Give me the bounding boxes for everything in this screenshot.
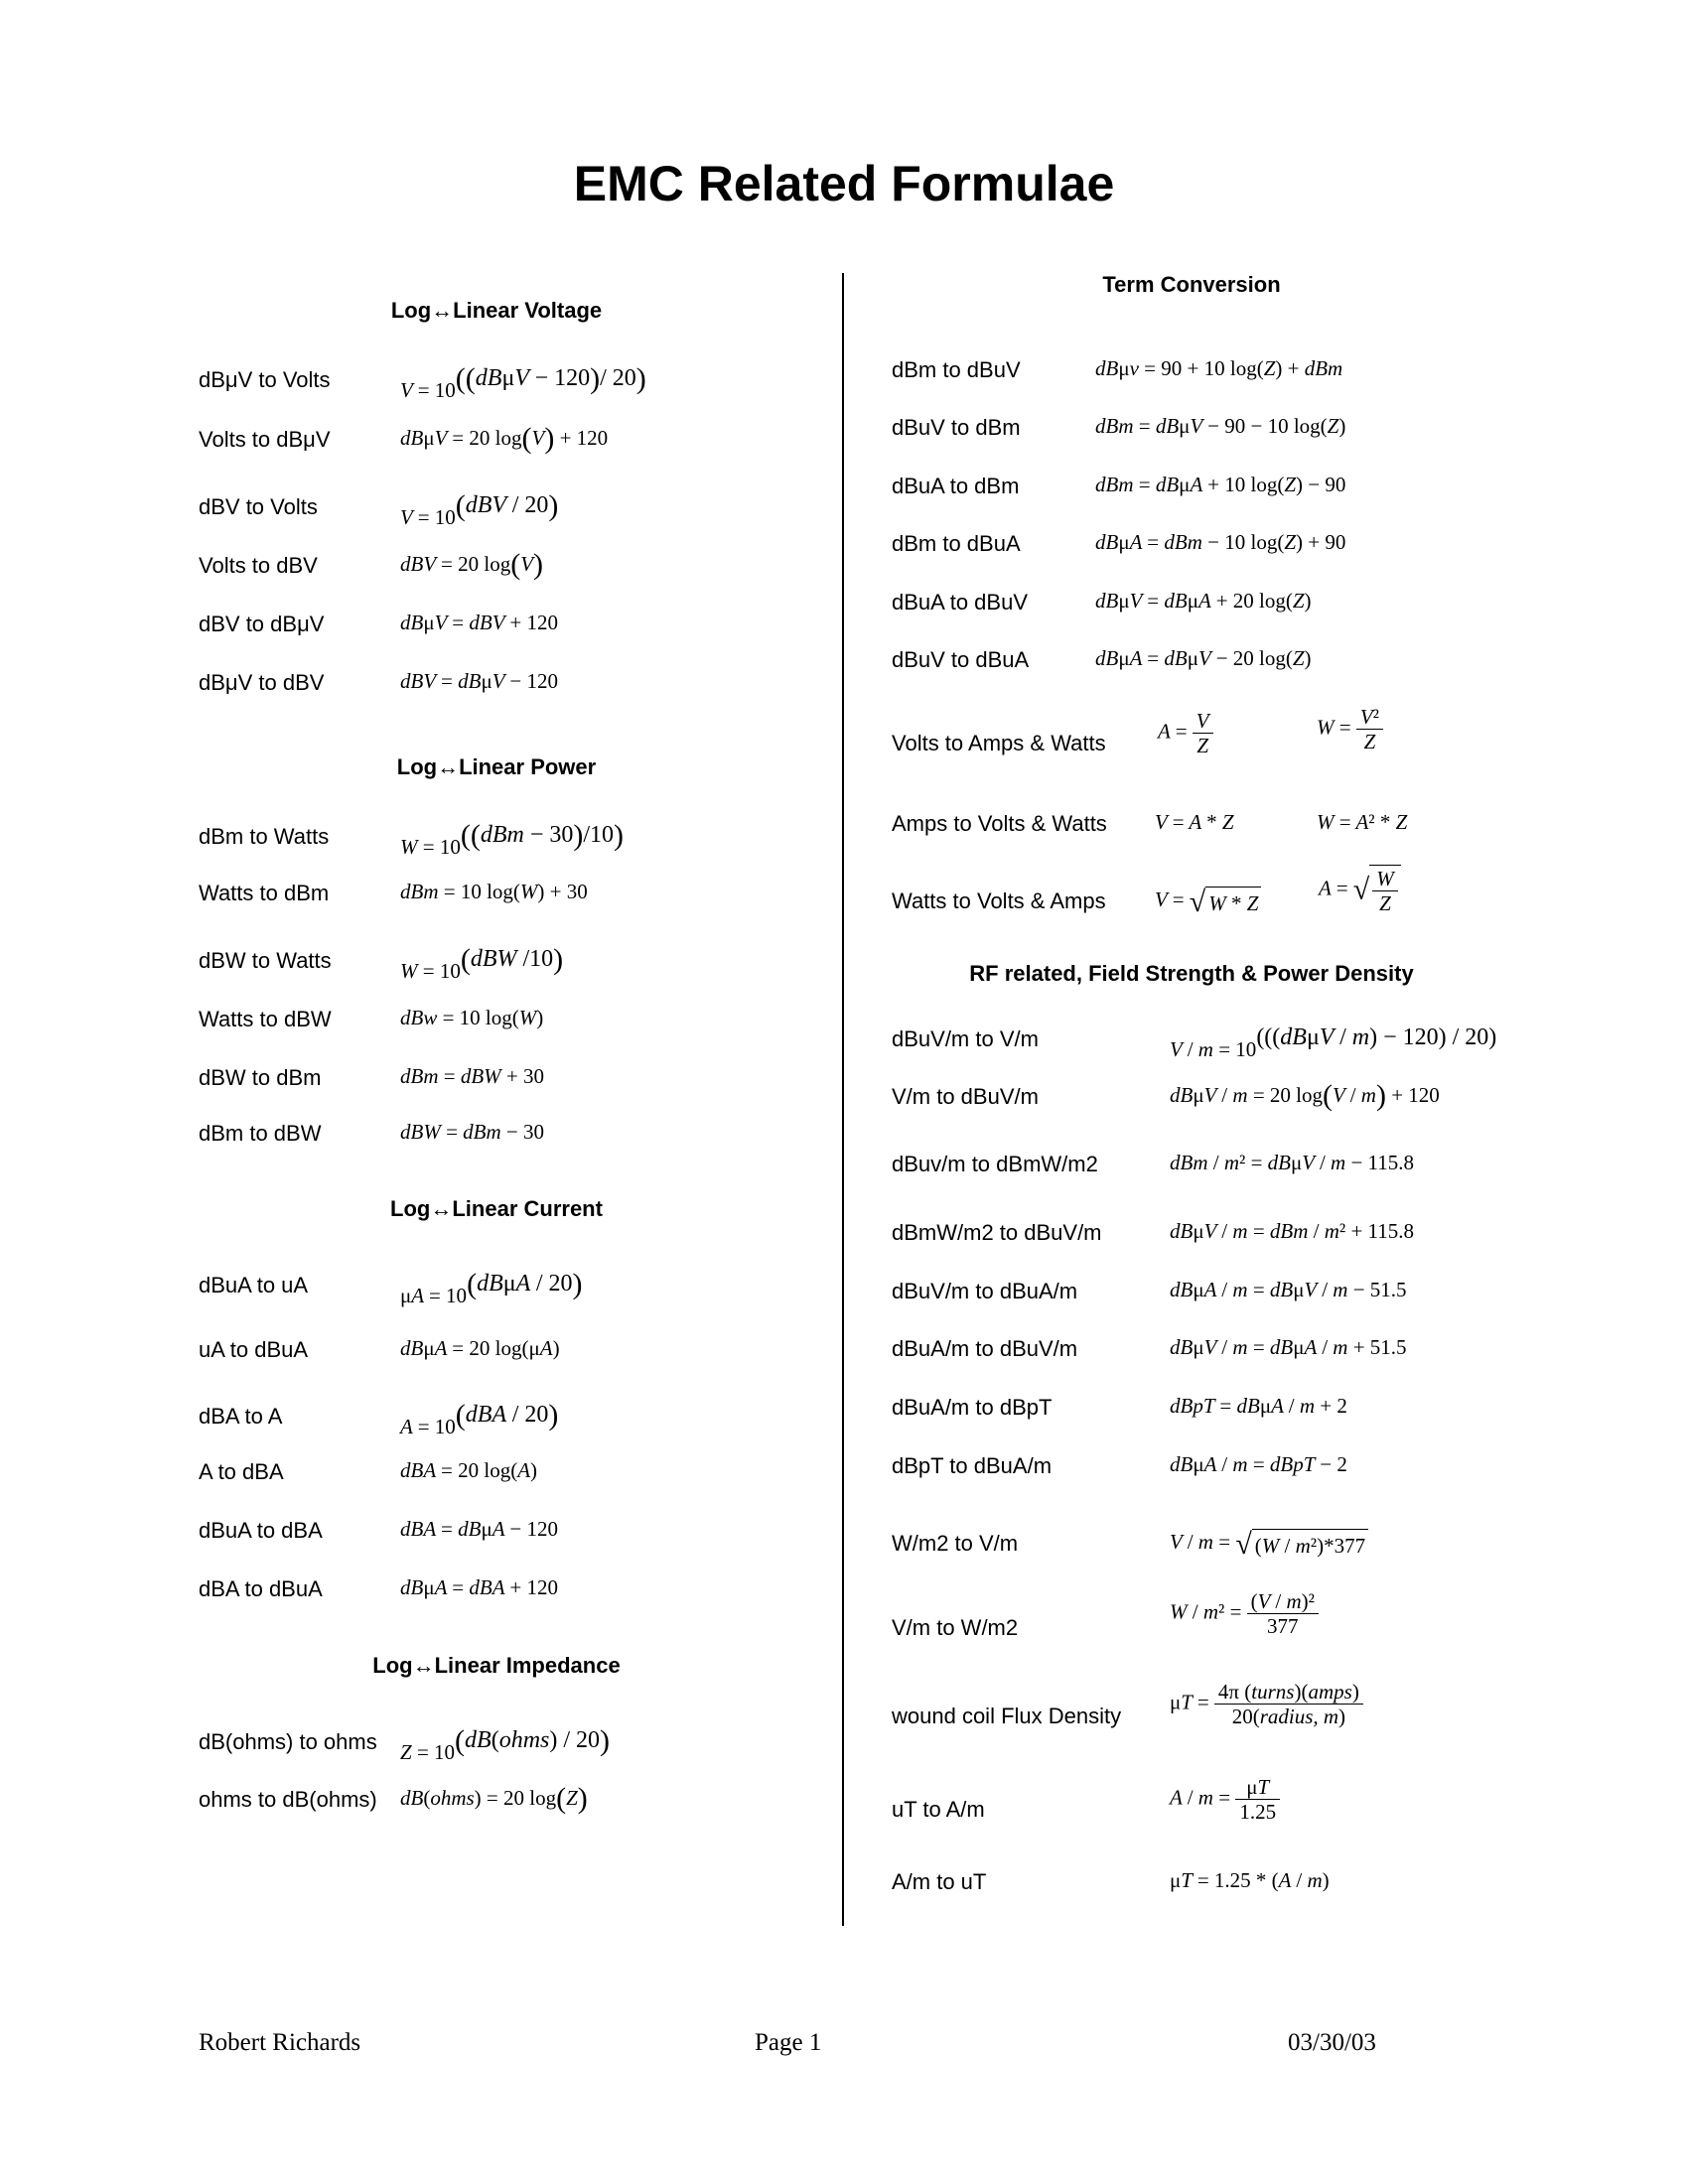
formula: μT = $\frac{\text{4π (turns)(amps)}}{\text{20(radius, m)}}$ (1170, 1680, 1363, 1728)
formula-label: dBA to dBuA (199, 1576, 323, 1601)
formula: W = A² * Z (1317, 810, 1408, 834)
formula: dBm = dBW + 30 (400, 1064, 545, 1088)
footer-author: Robert Richards (199, 2029, 361, 2056)
formula: dBW = dBm − 30 (400, 1120, 545, 1144)
formula-label: dBW to Watts (199, 948, 332, 973)
formula: W / m² = $\frac{\text{(V / m)²}}{377}$ (1170, 1589, 1319, 1638)
formula: dBμV = dBμA + 20 log(Z) (1095, 589, 1312, 613)
formula: dBV = dBμV − 120 (400, 669, 559, 693)
formula: dBμA / m = dBpT − 2 (1170, 1452, 1347, 1476)
formula-label: dBA to A (199, 1404, 283, 1429)
formula-label: dBm to Watts (199, 824, 330, 849)
formula-label: Volts to Amps & Watts (892, 731, 1106, 755)
formula: dBμA / m = dBμV / m − 51.5 (1170, 1278, 1407, 1301)
formula: dBpT = dBμA / m + 2 (1170, 1394, 1347, 1418)
formula-label: dBpT to dBuA/m (892, 1453, 1053, 1478)
formula: dBμV = dBV + 120 (400, 611, 559, 634)
formula-label: dB(ohms) to ohms (199, 1729, 377, 1754)
formula-label: uA to dBuA (199, 1337, 309, 1362)
formula-label: dBuA/m to dBpT (892, 1395, 1053, 1420)
formula: dBμV / m = 20 log(V / m) + 120 (1170, 1079, 1440, 1112)
formula: dBA = dBμA − 120 (400, 1517, 559, 1541)
section-heading-impedance: Log↔Linear Impedance (372, 1653, 621, 1678)
formula: dBm = dBμA + 10 log(Z) − 90 (1095, 473, 1346, 496)
formula: dBV = 20 log(V) (400, 548, 544, 581)
formula: A = $\frac{V}{Z}$ (1158, 709, 1213, 757)
formula-label: ohms to dB(ohms) (199, 1787, 377, 1812)
formula: $W = 10^{((dBm - 30)/10)}$ (400, 819, 625, 859)
formula-label: dBuA/m to dBuV/m (892, 1336, 1078, 1361)
formula-label: dBuV to dBuA (892, 647, 1030, 672)
formula-label: dBuA to dBuV (892, 590, 1028, 614)
section-heading-current: Log↔Linear Current (390, 1196, 603, 1221)
formula-label: Watts to dBW (199, 1007, 332, 1031)
column-divider (842, 273, 844, 1926)
formula-label: dBm to dBuV (892, 357, 1021, 382)
formula-label: Volts to dBμV (199, 427, 331, 452)
footer-date: 03/30/03 (1288, 2029, 1376, 2056)
formula: dBμV / m = dBm / m² + 115.8 (1170, 1219, 1415, 1243)
formula: $A = 10^{(dBA / 20)}$ (400, 1399, 559, 1438)
formula: A = √ $\frac{W}{Z}$ (1319, 865, 1401, 915)
page-title: EMC Related Formulae (573, 156, 1115, 211)
formula-label: dBV to dBμV (199, 612, 325, 636)
formula-label: dBmW/m2 to dBuV/m (892, 1220, 1102, 1245)
formula-label: V/m to dBuV/m (892, 1084, 1039, 1109)
formula-label: A to dBA (199, 1459, 284, 1484)
footer-page-number: Page 1 (755, 2029, 822, 2056)
formula-label: dBuv/m to dBmW/m2 (892, 1152, 1098, 1176)
formula-label: dBm to dBW (199, 1121, 322, 1146)
formula: A / m = $\frac{\mu T}{1.25}$ (1170, 1775, 1280, 1824)
formula-label: Amps to Volts & Watts (892, 811, 1107, 836)
formula-label: Watts to dBm (199, 881, 330, 905)
formula-label: dBμV to Volts (199, 367, 331, 392)
formula: dBm = 10 log(W) + 30 (400, 880, 588, 903)
section-heading-term-conversion: Term Conversion (1102, 272, 1281, 297)
formula-label: wound coil Flux Density (892, 1704, 1122, 1728)
formula: V = √ W * Z (1155, 885, 1261, 918)
formula-label: dBV to Volts (199, 494, 318, 519)
formula-label: dBuV/m to V/m (892, 1026, 1039, 1051)
formula-label: Volts to dBV (199, 553, 318, 578)
formula: V / m = √ (W / m²)*377 (1170, 1527, 1368, 1561)
formula: dBμA = 20 log(μA) (400, 1336, 560, 1360)
formula-label: A/m to uT (892, 1869, 987, 1894)
formula: dBm / m² = dBμV / m − 115.8 (1170, 1151, 1415, 1174)
formula: dBμA = dBμV − 20 log(Z) (1095, 646, 1312, 670)
formula-label: dBm to dBuA (892, 531, 1021, 556)
formula: dB(ohms) = 20 log(Z) (400, 1782, 588, 1815)
formula-label: uT to A/m (892, 1797, 985, 1822)
formula: $\mu A = 10^{(dB\mu A / 20)}$ (400, 1268, 583, 1307)
formula: dBμV / m = dBμA / m + 51.5 (1170, 1335, 1407, 1359)
formula: μT = 1.25 * (A / m) (1170, 1868, 1330, 1892)
formula: dBA = 20 log(A) (400, 1458, 538, 1482)
formula: $V = 10^{(dBV / 20)}$ (400, 489, 559, 529)
formula-label: V/m to W/m2 (892, 1615, 1019, 1640)
formula-label: dBuA to dBA (199, 1518, 323, 1543)
formula: $V = 10^{((dB\mu V - 120)/ 20)}$ (400, 362, 646, 402)
formula-label: W/m2 to V/m (892, 1531, 1019, 1556)
formula-label: Watts to Volts & Amps (892, 888, 1106, 913)
formula: $Z = 10^{(dB(ohms) / 20)}$ (400, 1724, 611, 1764)
formula: V = A * Z (1155, 810, 1234, 834)
section-heading-power: Log↔Linear Power (396, 754, 597, 779)
formula: dBμV = 20 log(V) + 120 (400, 422, 609, 455)
formula: $W = 10^{(dBW /10)}$ (400, 943, 564, 983)
formula-label: dBuV to dBm (892, 415, 1021, 440)
formula: dBμA = dBm − 10 log(Z) + 90 (1095, 530, 1346, 554)
formula: dBμA = dBA + 120 (400, 1575, 559, 1599)
section-heading-voltage: Log↔Linear Voltage (390, 298, 603, 323)
formula-label: dBμV to dBV (199, 670, 325, 695)
formula-label: dBuA to uA (199, 1273, 309, 1297)
formula: dBμv = 90 + 10 log(Z) + dBm (1095, 356, 1343, 380)
section-heading-rf: RF related, Field Strength & Power Density (969, 961, 1414, 986)
formula-label: dBW to dBm (199, 1065, 322, 1090)
formula-label: dBuV/m to dBuA/m (892, 1279, 1078, 1303)
formula-label: dBuA to dBm (892, 474, 1020, 498)
formula: W = $\frac{\text{V²}}{Z}$ (1317, 705, 1383, 753)
formula: dBm = dBμV − 90 − 10 log(Z) (1095, 414, 1346, 438)
formula: $V / m = 10^{(((dB\mu V / m) - 120) / 20)}$ (1170, 1024, 1497, 1061)
formula: dBw = 10 log(W) (400, 1006, 544, 1029)
